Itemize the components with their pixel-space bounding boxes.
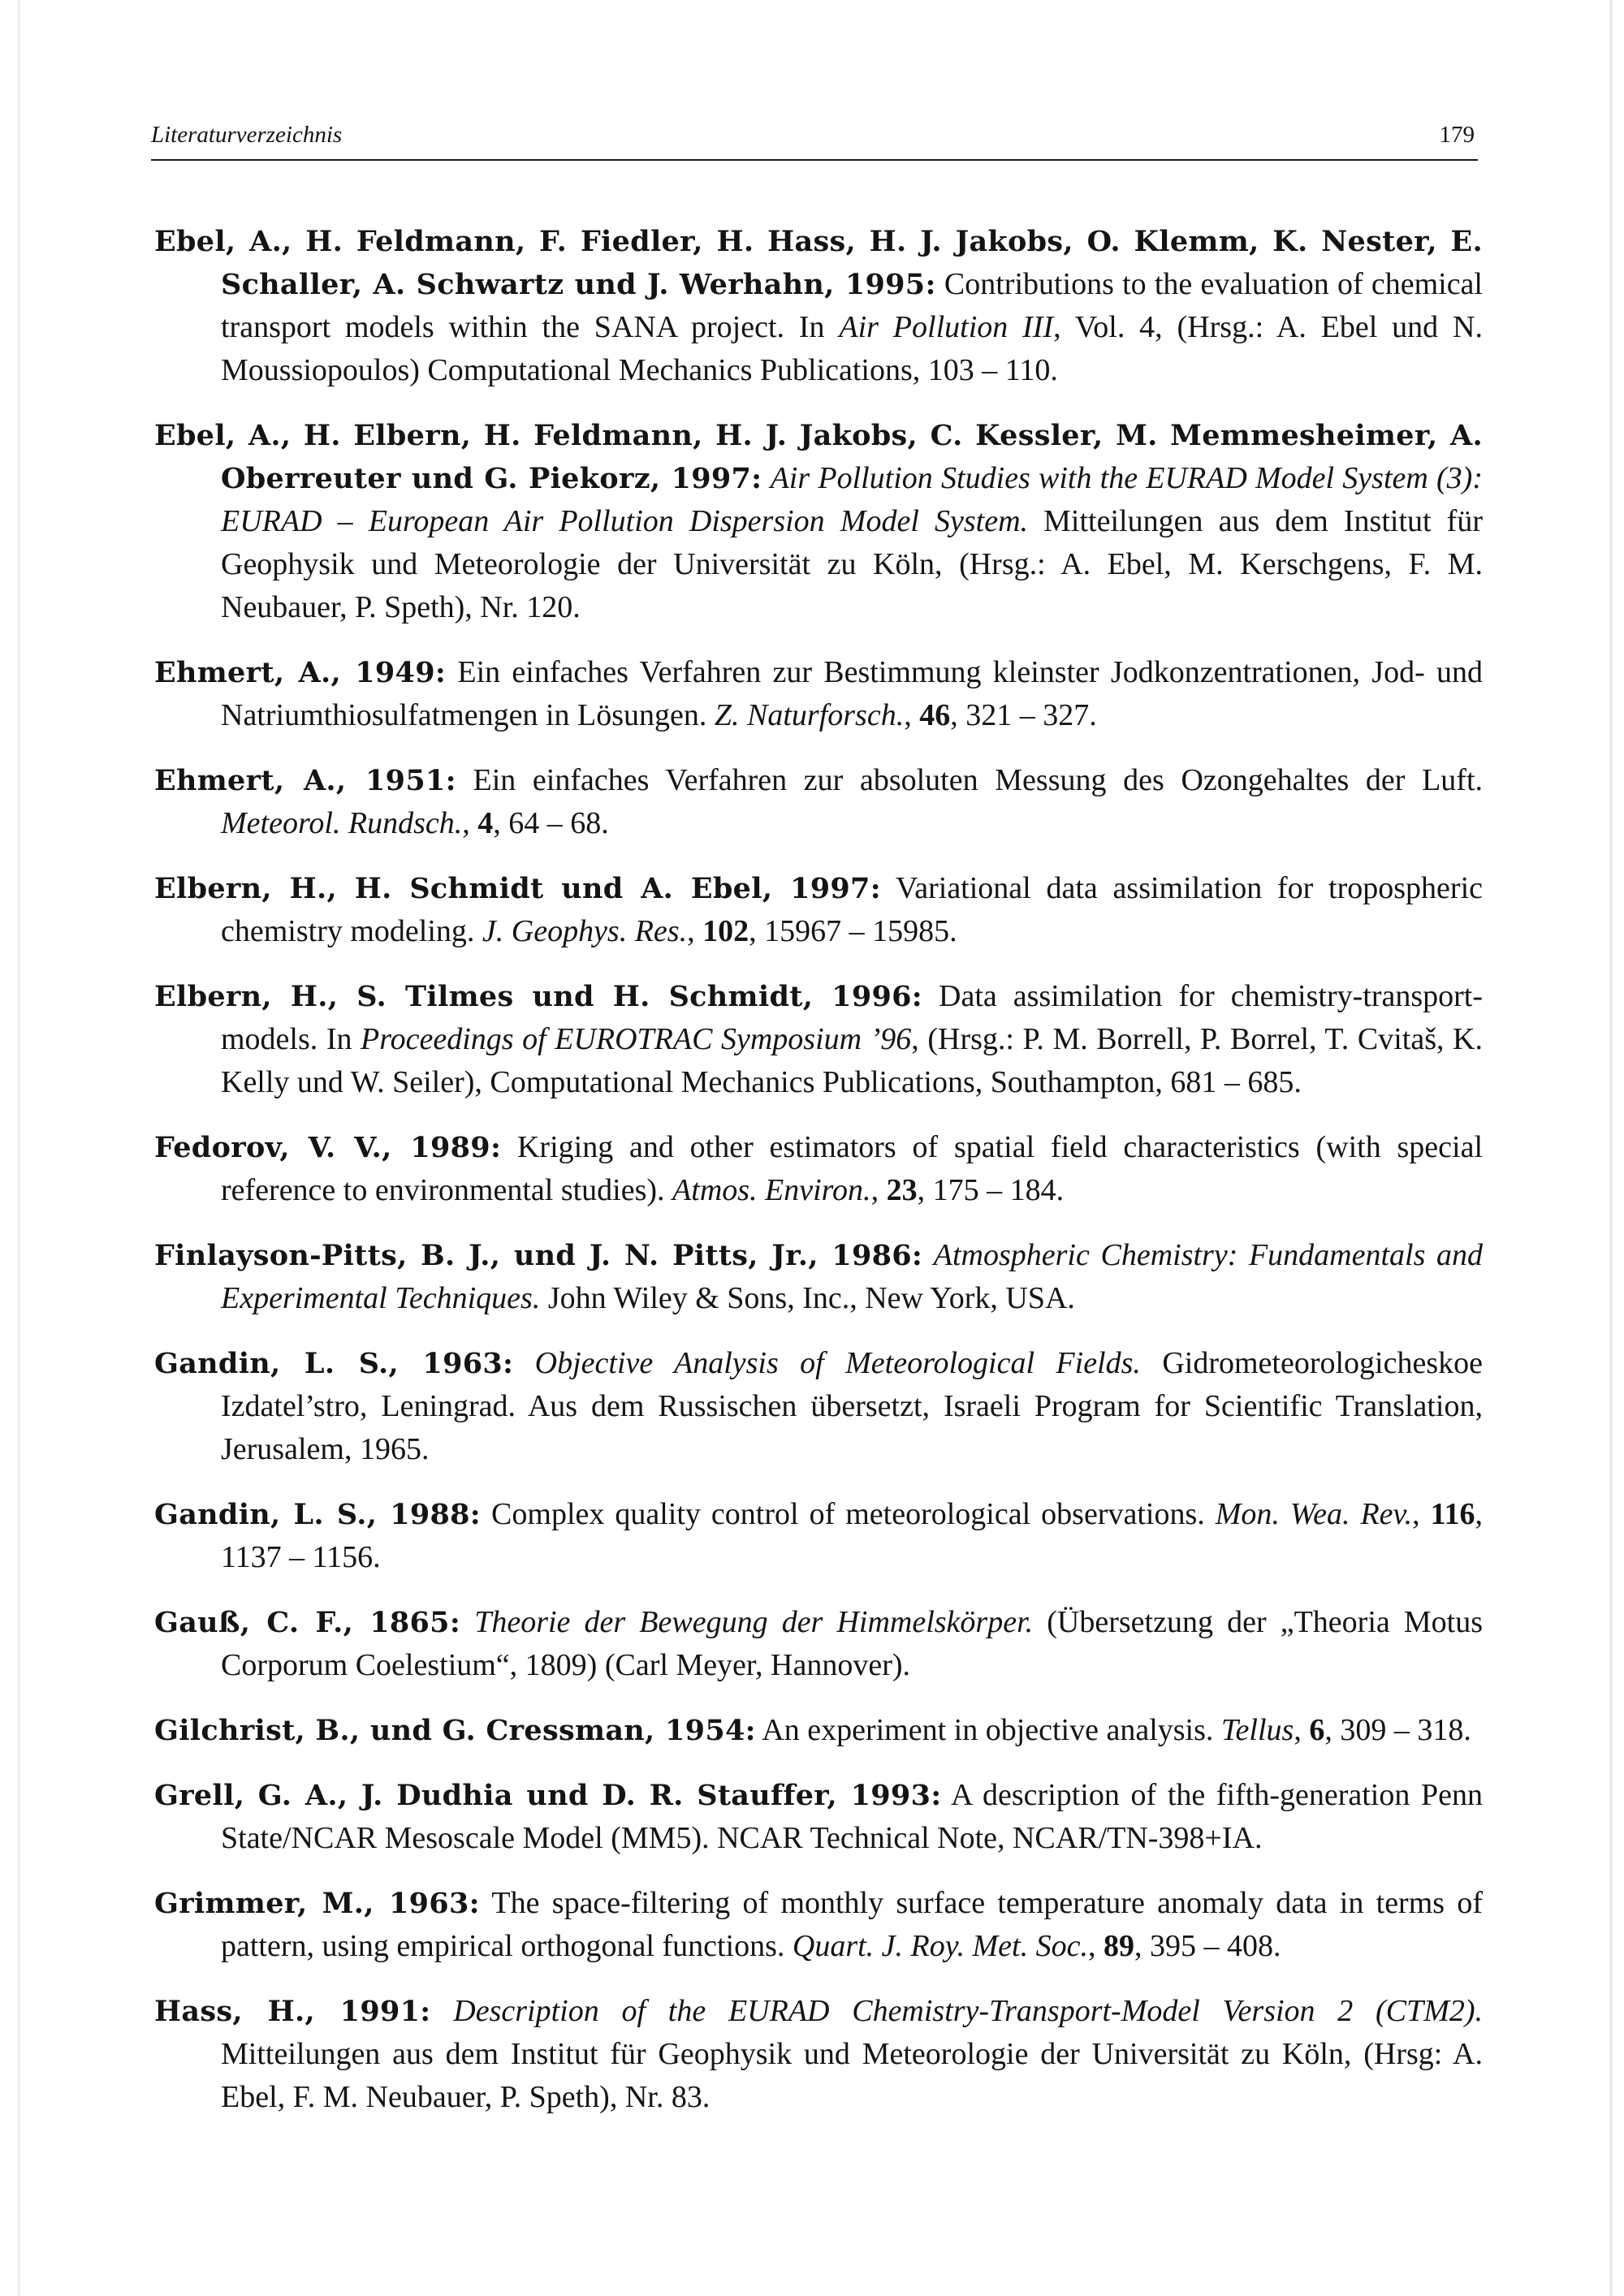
- reference-text: ,: [462, 806, 478, 840]
- reference-title: Air Pollution III: [839, 310, 1054, 344]
- reference-text: [762, 461, 770, 495]
- reference-pages: , 1137 – 1156.: [221, 1497, 1484, 1574]
- reference-authors: Ehmert, A., 1951:: [154, 764, 456, 797]
- reference-authors: Elbern, H., S. Tilmes und H. Schmidt, 1996:: [154, 980, 923, 1013]
- reference-volume: 89: [1103, 1929, 1134, 1963]
- reference-journal: Quart. J. Roy. Met. Soc.: [792, 1929, 1088, 1963]
- reference-text: ,: [1294, 1713, 1310, 1747]
- reference-text: , Vol. 4, (Hrsg.: A. Ebel und N. Moussiopoulos) Computational Mechanics Publications, 103 – 110.: [221, 310, 1483, 387]
- reference-journal: Tellus: [1220, 1713, 1294, 1747]
- reference-text: Gidrometeorologicheskoe Izdatel’stro, Leningrad. Aus dem Russischen übersetzt, Israeli Program for Scientific Translation, Jerusalem, 1965.: [221, 1346, 1483, 1466]
- reference-entry: [154, 1774, 1483, 1860]
- reference-text: Ein einfaches Verfahren zur absoluten Messung des Ozongehaltes der Luft.: [456, 763, 1484, 797]
- page-number: 179: [1439, 122, 1475, 148]
- reference-title: Objective Analysis of Meteorological Fields.: [534, 1346, 1141, 1380]
- reference-authors: Grimmer, M., 1963:: [154, 1887, 480, 1920]
- running-head: Literaturverzeichnis: [151, 122, 343, 148]
- reference-text: Mitteilungen aus dem Institut für Geophysik und Meteorologie der Universität zu Köln, (Hrsg: A. Ebel, F. M. Neubauer, P. Speth), Nr. 83.: [221, 2037, 1483, 2114]
- reference-pages: , 15967 – 15985.: [749, 914, 957, 948]
- reference-authors: Ehmert, A., 1949:: [154, 656, 447, 689]
- reference-entry: [154, 759, 1483, 845]
- reference-authors: Ebel, A., H. Feldmann, F. Fiedler, H. Hass, H. J. Jakobs, O. Klemm, K. Nester, E. Schaller, A. Schwartz und J. Werhahn, 1995:: [154, 225, 1483, 301]
- reference-entry: [154, 1234, 1483, 1320]
- page-header: [151, 120, 1478, 161]
- reference-authors: Gilchrist, B., und G. Cressman, 1954:: [154, 1714, 756, 1747]
- scan-edge-left: [18, 0, 20, 2296]
- reference-text: ,: [1087, 1929, 1104, 1963]
- reference-text: Contributions to the evaluation of chemical transport models within the SANA project. In: [221, 267, 1483, 344]
- reference-entry: [154, 1709, 1483, 1752]
- reference-entry: [154, 1882, 1483, 1968]
- reference-text: ,: [1412, 1497, 1431, 1531]
- reference-authors: Grell, G. A., J. Dudhia und D. R. Stauffer, 1993:: [154, 1779, 942, 1812]
- reference-pages: , 321 – 327.: [950, 698, 1097, 732]
- reference-pages: , 395 – 408.: [1134, 1929, 1281, 1963]
- reference-entry: [154, 1342, 1483, 1471]
- reference-text: ,: [687, 914, 703, 948]
- reference-volume: 46: [919, 698, 951, 732]
- reference-authors: Fedorov, V. V., 1989:: [154, 1131, 502, 1164]
- reference-entry: [154, 1990, 1483, 2119]
- reference-text: Complex quality control of meteorological observations.: [481, 1497, 1216, 1531]
- reference-entry: [154, 1493, 1483, 1579]
- reference-text: ,: [870, 1173, 887, 1207]
- reference-entry: [154, 975, 1483, 1104]
- reference-text: Kriging and other estimators of spatial field characteristics (with special reference to environmental studies).: [221, 1130, 1484, 1207]
- reference-journal: Z. Naturforsch.: [714, 698, 905, 732]
- reference-text: (Übersetzung der „Theoria Motus Corporum Coelestium“, 1809) (Carl Meyer, Hannover).: [221, 1605, 1483, 1682]
- reference-journal: Atmos. Environ.: [672, 1173, 871, 1207]
- reference-authors: Gauß, C. F., 1865:: [154, 1606, 461, 1639]
- reference-authors: Hass, H., 1991:: [154, 1995, 431, 2028]
- reference-pages: , 309 – 318.: [1324, 1713, 1471, 1747]
- reference-text: A description of the fifth-generation Penn State/NCAR Mesoscale Model (MM5). NCAR Technical Note, NCAR/TN-398+IA.: [221, 1778, 1483, 1855]
- reference-volume: 102: [702, 914, 749, 948]
- reference-entry: [154, 651, 1483, 737]
- reference-entry: [154, 867, 1483, 953]
- reference-title: Theorie der Bewegung der Himmelskörper.: [474, 1605, 1034, 1639]
- reference-text: [513, 1346, 534, 1380]
- reference-volume: 4: [477, 806, 494, 840]
- reference-text: John Wiley & Sons, Inc., New York, USA.: [540, 1281, 1075, 1315]
- reference-text: An experiment in objective analysis.: [755, 1713, 1221, 1747]
- reference-entry: [154, 414, 1483, 629]
- reference-journal: Meteorol. Rundsch.: [221, 806, 463, 840]
- reference-text: ,: [904, 698, 920, 732]
- reference-entry: [154, 1601, 1483, 1687]
- reference-text: , (Hrsg.: P. M. Borrell, P. Borrel, T. Cvitaš, K. Kelly und W. Seiler), Computational Mechanics Publications, Southampton, 681 – 685.: [221, 1022, 1483, 1099]
- reference-entry: [154, 1126, 1483, 1212]
- reference-entry: [154, 220, 1483, 392]
- reference-text: The space-filtering of monthly surface temperature anomaly data in terms of pattern, using empirical orthogonal functions.: [221, 1886, 1483, 1963]
- reference-pages: , 175 – 184.: [917, 1173, 1065, 1207]
- reference-volume: 23: [886, 1173, 918, 1207]
- reference-title: Atmospheric Chemistry: Fundamentals and Experimental Techniques.: [221, 1238, 1484, 1315]
- reference-text: [431, 1994, 454, 2028]
- reference-volume: 116: [1430, 1497, 1475, 1531]
- scan-edge-right: [1609, 0, 1613, 2296]
- reference-text: Variational data assimilation for tropospheric chemistry modeling.: [221, 871, 1484, 948]
- reference-title: Air Pollution Studies with the EURAD Model System (3): EURAD – European Air Pollution Dispersion Model System.: [221, 461, 1483, 538]
- reference-text: Data assimilation for chemistry-transport-models. In: [221, 979, 1483, 1056]
- reference-authors: Ebel, A., H. Elbern, H. Feldmann, H. J. Jakobs, C. Kessler, M. Memmesheimer, A. Oberreuter und G. Piekorz, 1997:: [154, 419, 1483, 495]
- reference-title: Description of the EURAD Chemistry-Transport-Model Version 2 (CTM2).: [453, 1994, 1483, 2028]
- reference-journal: J. Geophys. Res.: [482, 914, 688, 948]
- reference-authors: Finlayson-Pitts, B. J., und J. N. Pitts, Jr., 1986:: [154, 1239, 923, 1272]
- reference-authors: Gandin, L. S., 1988:: [154, 1498, 482, 1531]
- reference-text: [460, 1605, 474, 1639]
- reference-list: [154, 220, 1483, 2141]
- reference-pages: , 64 – 68.: [493, 806, 609, 840]
- reference-text: [922, 1238, 934, 1272]
- reference-text: Ein einfaches Verfahren zur Bestimmung kleinster Jodkonzentrationen, Jod- und Natriumthiosulfatmengen in Lösungen.: [221, 655, 1483, 732]
- reference-journal: Mon. Wea. Rev.: [1215, 1497, 1413, 1531]
- reference-authors: Gandin, L. S., 1963:: [154, 1347, 514, 1380]
- reference-title: Proceedings of EUROTRAC Symposium ’96: [361, 1022, 912, 1056]
- reference-authors: Elbern, H., H. Schmidt und A. Ebel, 1997:: [154, 872, 881, 905]
- reference-volume: 6: [1309, 1713, 1325, 1747]
- reference-text: Mitteilungen aus dem Institut für Geophysik und Meteorologie der Universität zu Köln, (Hrsg.: A. Ebel, M. Kerschgens, F. M. Neubauer, P. Speth), Nr. 120.: [221, 504, 1483, 624]
